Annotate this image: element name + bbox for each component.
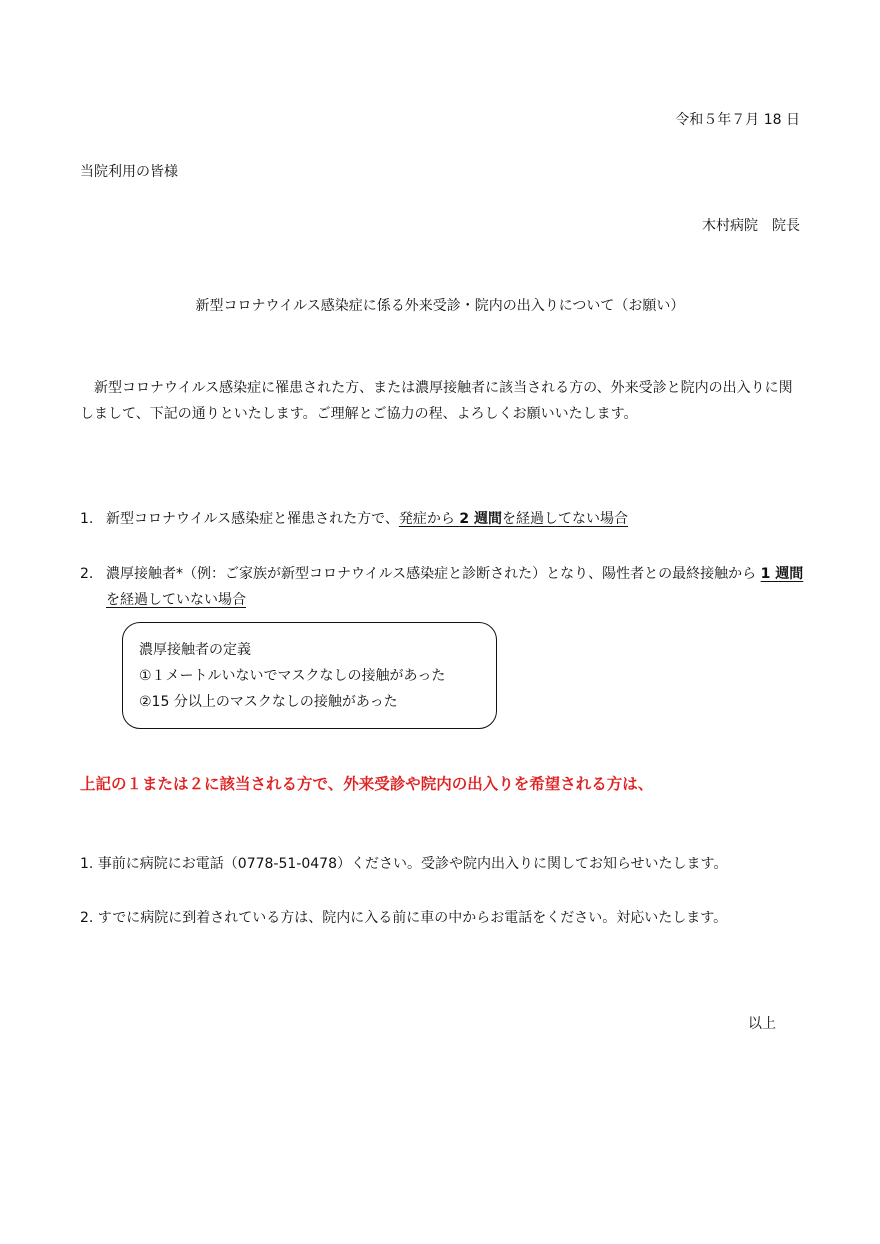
condition-text (106, 561, 810, 613)
definition-box (122, 622, 497, 729)
condition-underlined-end: を経過していない場合 (106, 592, 246, 608)
notice-heading: 上記の１または２に該当される方で、外来受診や院内の出入りを希望される方は、 (80, 775, 654, 793)
intro-paragraph (80, 375, 805, 427)
condition-text (106, 506, 810, 532)
document-title: 新型コロナウイルス感染症に係る外来受診・院内の出入りについて（お願い） (195, 298, 685, 314)
condition-number: 1. (80, 511, 94, 527)
condition-number: 2. (80, 566, 94, 582)
addressee: 当院利用の皆様 (80, 164, 178, 180)
intro-text: 新型コロナウイルス感染症に罹患された方、または濃厚接触者に該当される方の、外来受診と院内の出入りに関しまして、下記の通りといたします。ご理解とご協力の程、よろしくお願いいたします。 (80, 380, 793, 422)
condition-lead: 新型コロナウイルス感染症と罹患された方で、 (106, 511, 399, 527)
definition-heading: 濃厚接触者の定義 (139, 642, 251, 658)
definition-item: ②15 分以上のマスクなしの接触があった (139, 694, 398, 710)
condition-item (80, 506, 810, 532)
condition-period: 1 週間 (760, 566, 804, 582)
definition-item: ①１メートルいないでマスクなしの接触があった (139, 668, 446, 684)
condition-lead: 濃厚接触者*（例：ご家族が新型コロナウイルス感染症と診断された）となり、陽性者との最終接触から (106, 566, 761, 582)
condition-item (80, 561, 810, 613)
condition-underlined-end: を経過してない場合 (501, 511, 628, 527)
document-date: 令和５年７月 18 日 (675, 112, 800, 128)
step-item: 2. すでに病院に到着されている方は、院内に入る前に車の中からお電話をください。対応いたします。 (80, 910, 728, 926)
step-item: 1. 事前に病院にお電話（0778-51-0478）ください。受診や院内出入りに関してお知らせいたします。 (80, 856, 728, 872)
condition-period: 2 週間 (459, 511, 502, 527)
closing-mark: 以上 (748, 1016, 776, 1032)
condition-underlined-start: 発症から (398, 511, 460, 527)
sender: 木村病院 院長 (702, 218, 800, 234)
